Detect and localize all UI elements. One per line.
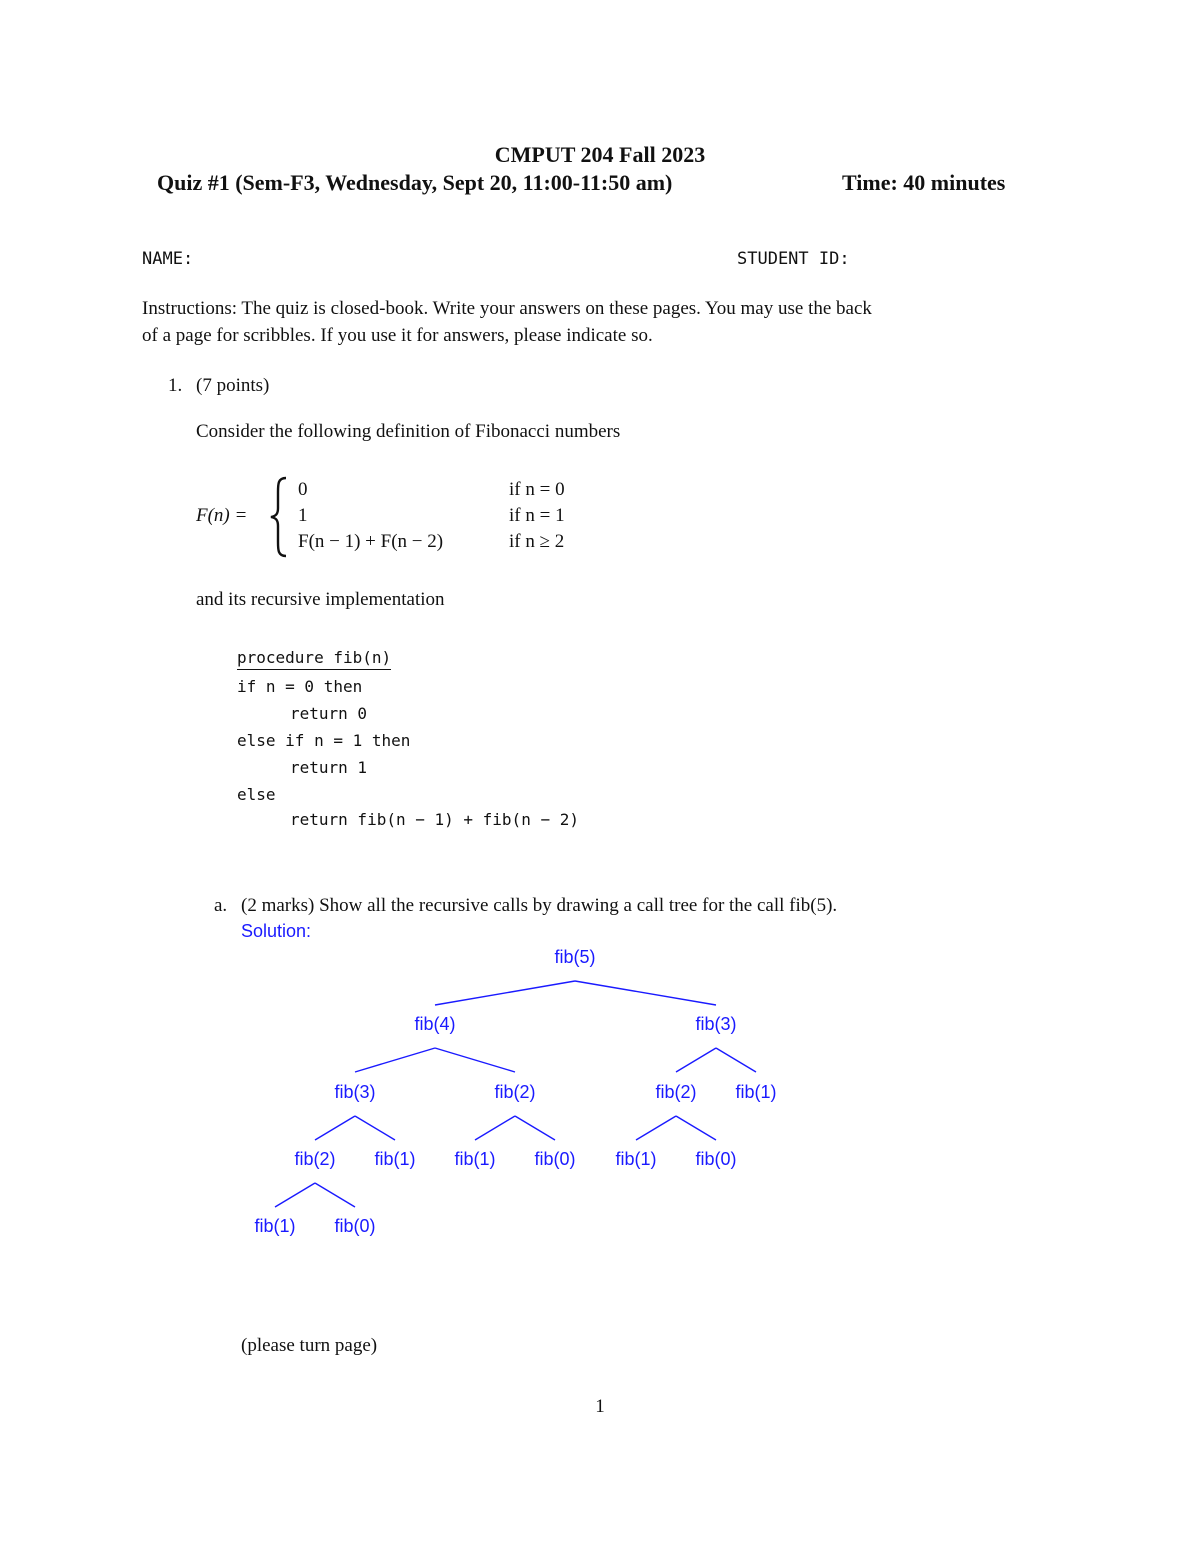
question-points: (7 points)	[196, 375, 270, 396]
case-condition-2: if n ≥ 2	[509, 531, 565, 552]
case-value-2: F(n − 1) + F(n − 2)	[298, 531, 444, 552]
tree-edge	[355, 1048, 435, 1072]
tree-node-fib5: fib(5)	[554, 947, 596, 967]
instructions-line-2: of a page for scribbles. If you use it for answers, please indicate so.	[142, 325, 653, 346]
tree-node-fib1: fib(1)	[374, 1149, 416, 1169]
tree-node-fib2: fib(2)	[494, 1082, 536, 1102]
course-title: CMPUT 204 Fall 2023	[494, 142, 706, 167]
tree-node-fib4: fib(4)	[414, 1014, 456, 1034]
tree-node-fib0: fib(0)	[695, 1149, 737, 1169]
tree-node-fib3: fib(3)	[334, 1082, 376, 1102]
tree-edge	[515, 1116, 555, 1140]
turn-page-note: (please turn page)	[241, 1335, 378, 1356]
tree-node-fib1: fib(1)	[254, 1216, 296, 1236]
question-number: 1.	[168, 375, 183, 396]
tree-edge	[275, 1183, 315, 1207]
code-line: else	[237, 785, 276, 804]
tree-edge	[315, 1183, 355, 1207]
part-a-label: a.	[214, 895, 228, 916]
implementation-intro: and its recursive implementation	[196, 589, 445, 610]
quiz-title: Quiz #1 (Sem-F3, Wednesday, Sept 20, 11:00-11:50 am)	[157, 170, 673, 195]
name-label: NAME:	[142, 249, 194, 269]
tree-edge	[315, 1116, 355, 1140]
tree-node-fib1: fib(1)	[735, 1082, 777, 1102]
question-intro: Consider the following definition of Fibonacci numbers	[196, 421, 621, 442]
tree-edge	[716, 1048, 756, 1072]
tree-node-fib2: fib(2)	[294, 1149, 336, 1169]
tree-node-fib1: fib(1)	[615, 1149, 657, 1169]
instructions-line-1: Instructions: The quiz is closed-book. Write your answers on these pages. You may use the back	[142, 298, 872, 319]
tree-node-fib1: fib(1)	[454, 1149, 496, 1169]
procedure-header: procedure fib(n)	[237, 648, 391, 670]
solution-label: Solution:	[241, 921, 312, 941]
case-value-1: 1	[298, 505, 308, 526]
code-line: return 0	[290, 704, 368, 723]
part-a-text: (2 marks) Show all the recursive calls by drawing a call tree for the call fib(5).	[241, 895, 838, 916]
code-line: if n = 0 then	[237, 677, 363, 696]
student-id-label: STUDENT ID:	[737, 249, 850, 269]
tree-edge	[575, 981, 716, 1005]
definition-lhs: F(n) =	[196, 505, 248, 526]
tree-edge	[435, 981, 575, 1005]
tree-node-fib0: fib(0)	[334, 1216, 376, 1236]
time-limit: Time: 40 minutes	[842, 170, 1006, 195]
tree-edge	[435, 1048, 515, 1072]
code-line: else if n = 1 then	[237, 731, 411, 750]
tree-node-fib2: fib(2)	[655, 1082, 697, 1102]
page-number: 1	[595, 1396, 605, 1417]
case-condition-0: if n = 0	[509, 479, 565, 500]
tree-edge	[355, 1116, 395, 1140]
tree-edge	[676, 1116, 716, 1140]
tree-node-fib3: fib(3)	[695, 1014, 737, 1034]
tree-node-fib0: fib(0)	[534, 1149, 576, 1169]
code-line: return 1	[290, 758, 368, 777]
case-value-0: 0	[298, 479, 308, 500]
code-line: return fib(n − 1) + fib(n − 2)	[290, 810, 579, 829]
tree-edge	[676, 1048, 716, 1072]
tree-edge	[475, 1116, 515, 1140]
tree-edge	[636, 1116, 676, 1140]
case-condition-1: if n = 1	[509, 505, 565, 526]
